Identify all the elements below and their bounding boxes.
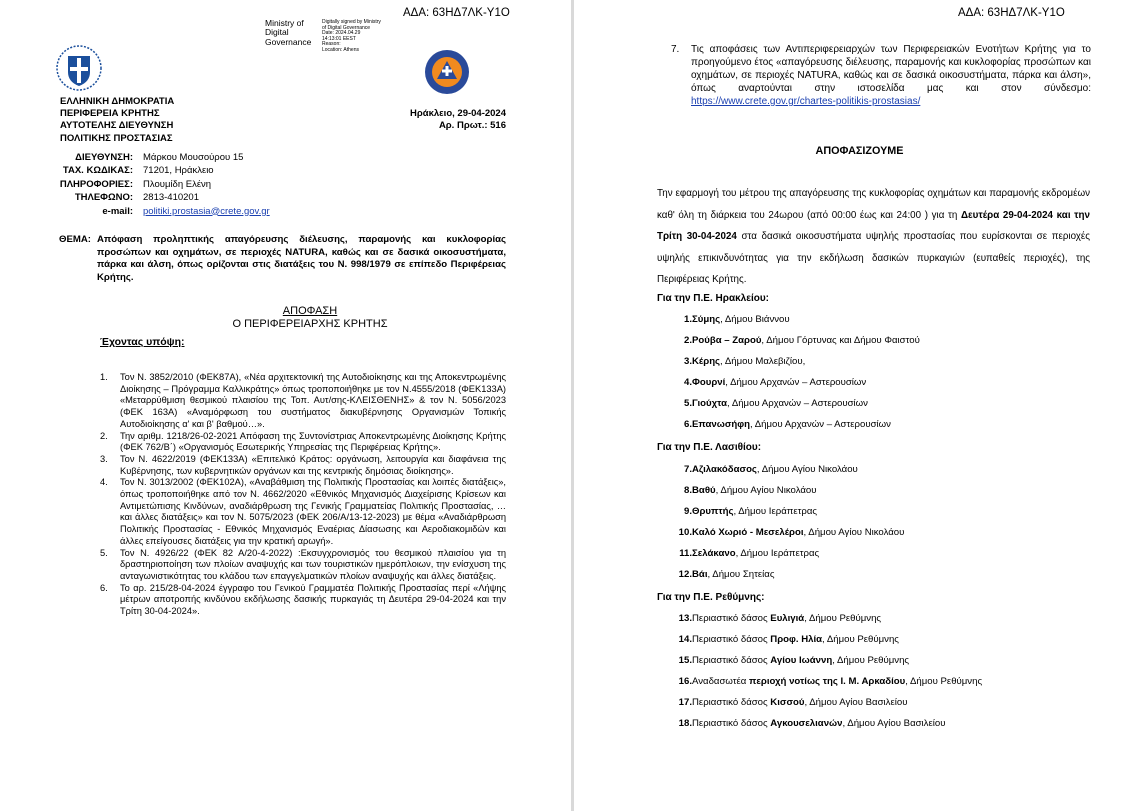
ministry-label: Ministry of Digital Governance <box>265 18 312 47</box>
list-item: 14. Περιαστικό δάσος Προφ. Ηλία, Δήμου Ρεθύμνης <box>678 634 899 645</box>
we-decide-heading: ΑΠΟΦΑΣΙΖΟΥΜΕ <box>815 145 904 157</box>
list-item: 1. Σύμης, Δήμου Βιάννου <box>683 314 790 325</box>
digital-signature-block: Digitally signed by Ministry of Digital Governance Date: 2024.04.29 14:13:01 EEST Reason: Location: Athens <box>322 19 381 53</box>
issuer-header: ΕΛΛΗΝΙΚΗ ΔΗΜΟΚΡΑΤΙΑ ΠΕΡΙΦΕΡΕΙΑ ΚΡΗΤΗΣ ΑΥΤΟΤΕΛΗΣ ΔΙΕΥΘΥΝΣΗ ΠΟΛΙΤΙΚΗΣ ΠΡΟΣΤΑΣΙΑΣ <box>60 96 175 144</box>
civil-protection-logo-icon <box>423 48 471 96</box>
consideration-item-7: 7. Τις αποφάσεις των Αντιπεριφερειαρχών των Περιφερειακών Ενοτήτων Κρήτης για το προηγούμενο έτος «απαγόρευσης διέλευσης, παραμονής και κυκλοφορίας προσώπων και οχημάτων, σε περιοχές NATURA, καθώς και σε δασικά οικοσυστήματα, πάρκα και άλση», όπως αναρτούνται στην ιστοσελίδα μας και στον σύνδεσμο: https://www.crete.gov.gr/chartes-politikis-prostasias/ <box>671 44 1091 107</box>
list-item: 13. Περιαστικό δάσος Ευλιγιά, Δήμου Ρεθύμνης <box>678 613 882 624</box>
section-rethymno-title: Για την Π.Ε. Ρεθύμνης: <box>657 592 765 603</box>
list-item: 6. Επανωσήφη, Δήμου Αρχανών – Αστερουσίων <box>683 419 891 430</box>
list-item: 8. Βαθύ, Δήμου Αγίου Νικολάου <box>683 485 817 496</box>
date-protocol-block <box>395 108 506 132</box>
list-item: 11. Σελάκανο, Δήμου Ιεράπετρας <box>679 548 820 559</box>
list-item: 16. Αναδασωτέα περιοχή νοτίως της Ι. Μ. Αρκαδίου, Δήμου Ρεθύμνης <box>678 676 983 687</box>
document-page-2 <box>574 0 1145 811</box>
list-item: 15. Περιαστικό δάσος Αγίου Ιωάννη, Δήμου Ρεθύμνης <box>678 655 910 666</box>
considerations-label: Έχοντας υπόψη: <box>100 336 185 348</box>
ada-code: ΑΔΑ: 63ΗΔ7ΛΚ-Υ1Ο <box>958 7 1065 19</box>
heraklion-areas-list <box>672 309 1092 435</box>
crete-charts-link[interactable]: https://www.crete.gov.gr/chartes-politikis-prostasias/ <box>691 96 921 107</box>
considerations-list <box>100 372 506 618</box>
protocol-number: Αρ. Πρωτ.: 516 <box>438 120 506 132</box>
contact-details: ΔΙΕΥΘΥΝΣΗ: Μάρκου Μουσούρου 15 ΤΑΧ. ΚΩΔΙΚΑΣ: 71201, Ηράκλειο ΠΛΗΡΟΦΟΡΙΕΣ: Πλουμίδη Ελένη ΤΗΛΕΦΩΝΟ: 2813-410201 e-mail: politiki.prostasia@crete.gov.gr <box>59 152 270 217</box>
list-item: 7. Αζιλακόδασος, Δήμου Αγίου Νικολάου <box>683 464 858 475</box>
list-item: 10. Καλό Χωριό - Μεσελέροι, Δήμου Αγίου Νικολάου <box>678 527 905 538</box>
list-item: 2. Ρούβα – Ζαρού, Δήμου Γόρτυνας και Δήμου Φαιστού <box>683 335 920 346</box>
list-item: 5. Τον Ν. 4926/22 (ΦΕΚ 82 Α/20-4-2022) :Εκσυγχρονισμός του θεσμικού πλαισίου για τη δραστηριοποίηση των πλοίων αναψυχής και των τουριστικών ημερόπλοιων, την ενίσχυση της ανταγωνιστικότητας του κλάδου των επαγγελματικών πλοίων αναψυχής και άλλες διατάξεις. <box>100 547 506 581</box>
list-item: 1. Τον Ν. 3852/2010 (ΦΕΚ87Α), «Νέα αρχιτεκτονική της Αυτοδιοίκησης και της Αποκεντρωμένης Διοίκησης – Πρόγραμμα Καλλικράτης» όπως τροποποιήθηκε με τον Ν.4555/2018 (ΦΕΚ133Α) «Μεταρρύθμιση θεσμικού πλαισίου της Τοπ. Αυτ/σης-ΚΛΕΙΣΘΕΝΗΣ» & τον Ν. 5056/2023 (ΦΕΚ 163Α) «Αναμόρφωση του συστήματος διακυβέρνησης Οργανισμών Τοπικής Αυτοδιοίκησης α' και β' βαθμού…». <box>100 372 506 429</box>
subject-block: ΘΕΜΑ: Απόφαση προληπτικής απαγόρευσης διέλευσης, παραμονής και κυκλοφορίας προσώπων και οχημάτων, σε περιοχές NATURA, καθώς και σε δασικά οικοσυστήματα, πάρκα και άλση, όπως ορίζονται στις διατάξεις του Ν. 998/1979 σε επίπεδο Περιφέρειας Κρήτης. <box>59 234 506 283</box>
list-item: 5. Γιούχτα, Δήμου Αρχανών – Αστερουσίων <box>683 398 868 409</box>
rethymno-areas-list <box>672 608 1112 734</box>
list-item: 17. Περιαστικό δάσος Κισσού, Δήμου Αγίου Βασιλείου <box>678 697 908 708</box>
section-lasithi-title: Για την Π.Ε. Λασιθίου: <box>657 442 762 453</box>
list-item: 12. Βάι, Δήμου Σητείας <box>678 569 775 580</box>
list-item: 2. Την αριθμ. 1218/26-02-2021 Απόφαση της Συντονίστριας Αποκεντρωμένης Διοίκησης Κρήτης (ΦΕΚ 762/Β΄) «Οργανισμός Εσωτερικής Υπηρεσίας της Περιφέρειας Κρήτης». <box>100 430 506 453</box>
ada-code: ΑΔΑ: 63ΗΔ7ΛΚ-Υ1Ο <box>403 7 510 19</box>
list-item: 4. Φουρνί, Δήμου Αρχανών – Αστερουσίων <box>683 377 867 388</box>
greek-coat-of-arms-icon <box>55 44 103 92</box>
section-heraklion-title: Για την Π.Ε. Ηρακλείου: <box>657 293 770 304</box>
list-item: 3. Τον Ν. 4622/2019 (ΦΕΚ133Α) «Επιτελικό Κράτος: οργάνωση, λειτουργία και διαφάνεια της Κυβέρνησης, των κυβερνητικών οργάνων και της κεντρικής δημόσιας διοίκησης». <box>100 453 506 476</box>
list-item: 4. Τον Ν. 3013/2002 (ΦΕΚ102Α), «Αναβάθμιση της Πολιτικής Προστασίας και λοιπές διατάξεις», όπως τροποποιήθηκε από τον Ν. 4662/2020 «Εθνικός Μηχανισμός Διαχείρισης Κρίσεων και Αντιμετώπισης Κινδύνων, αναδιάρθρωση της Γενικής Γραμματείας Πολιτικής Προστασίας, … και άλλες διατάξεις» και τον Ν. 5075/2023 (ΦΕΚ 206/Α/13-12-2023) με θέμα «Αναδιάρθρωση Πολιτικής Προστασίας - Εθνικός Μηχανισμός Εναέριας Δίασωσης και Αεροδιακομιδών και άλλες επείγουσες διατάξεις για την κρατική αρωγή». <box>100 477 506 546</box>
lasithi-areas-list <box>672 459 1092 585</box>
email-link[interactable]: politiki.prostasia@crete.gov.gr <box>143 205 270 217</box>
list-item: 6. Το αρ. 215/28-04-2024 έγγραφο του Γενικού Γραμματέα Πολιτικής Προστασίας περί «Λήψης μέτρων αποτροπής κινδύνου εκδήλωσης δασικής πυρκαγιάς τη Δευτέρα 29-04-2024 και την Τρίτη 30-04-2024». <box>100 582 506 617</box>
list-item: 9. Θρυπτής, Δήμου Ιεράπετρας <box>683 506 818 517</box>
list-item: 3. Κέρης, Δήμου Μαλεβιζίου, <box>683 356 806 367</box>
decision-heading: ΑΠΟΦΑΣΗ Ο ΠΕΡΙΦΕΡΕΙΑΡΧΗΣ ΚΡΗΤΗΣ <box>232 305 388 330</box>
document-date: Ηράκλειο, 29-04-2024 <box>410 108 506 119</box>
decision-intro: Την εφαρμογή του μέτρου της απαγόρευσης της κυκλοφορίας οχημάτων και παραμονής εκδρομέων καθ' όλη τη διάρκεια του 24ωρου (από 00:00 έως και 24:00 ) για τη Δευτέρα 29-04-2024 και την Τρίτη 30-04-2024 στα δασικά οικοσυστήματα υψηλής προστασίας που ευρίσκονται σε περιοχές υψηλής επικινδυνότητας για την εκδήλωση δασικών πυρκαγιών (ευπαθείς περιοχές), της Περιφέρειας Κρήτης. <box>657 188 1090 286</box>
document-page-1 <box>0 0 571 811</box>
list-item: 18. Περιαστικό δάσος Αγκουσελιανών, Δήμου Αγίου Βασιλείου <box>678 718 946 729</box>
